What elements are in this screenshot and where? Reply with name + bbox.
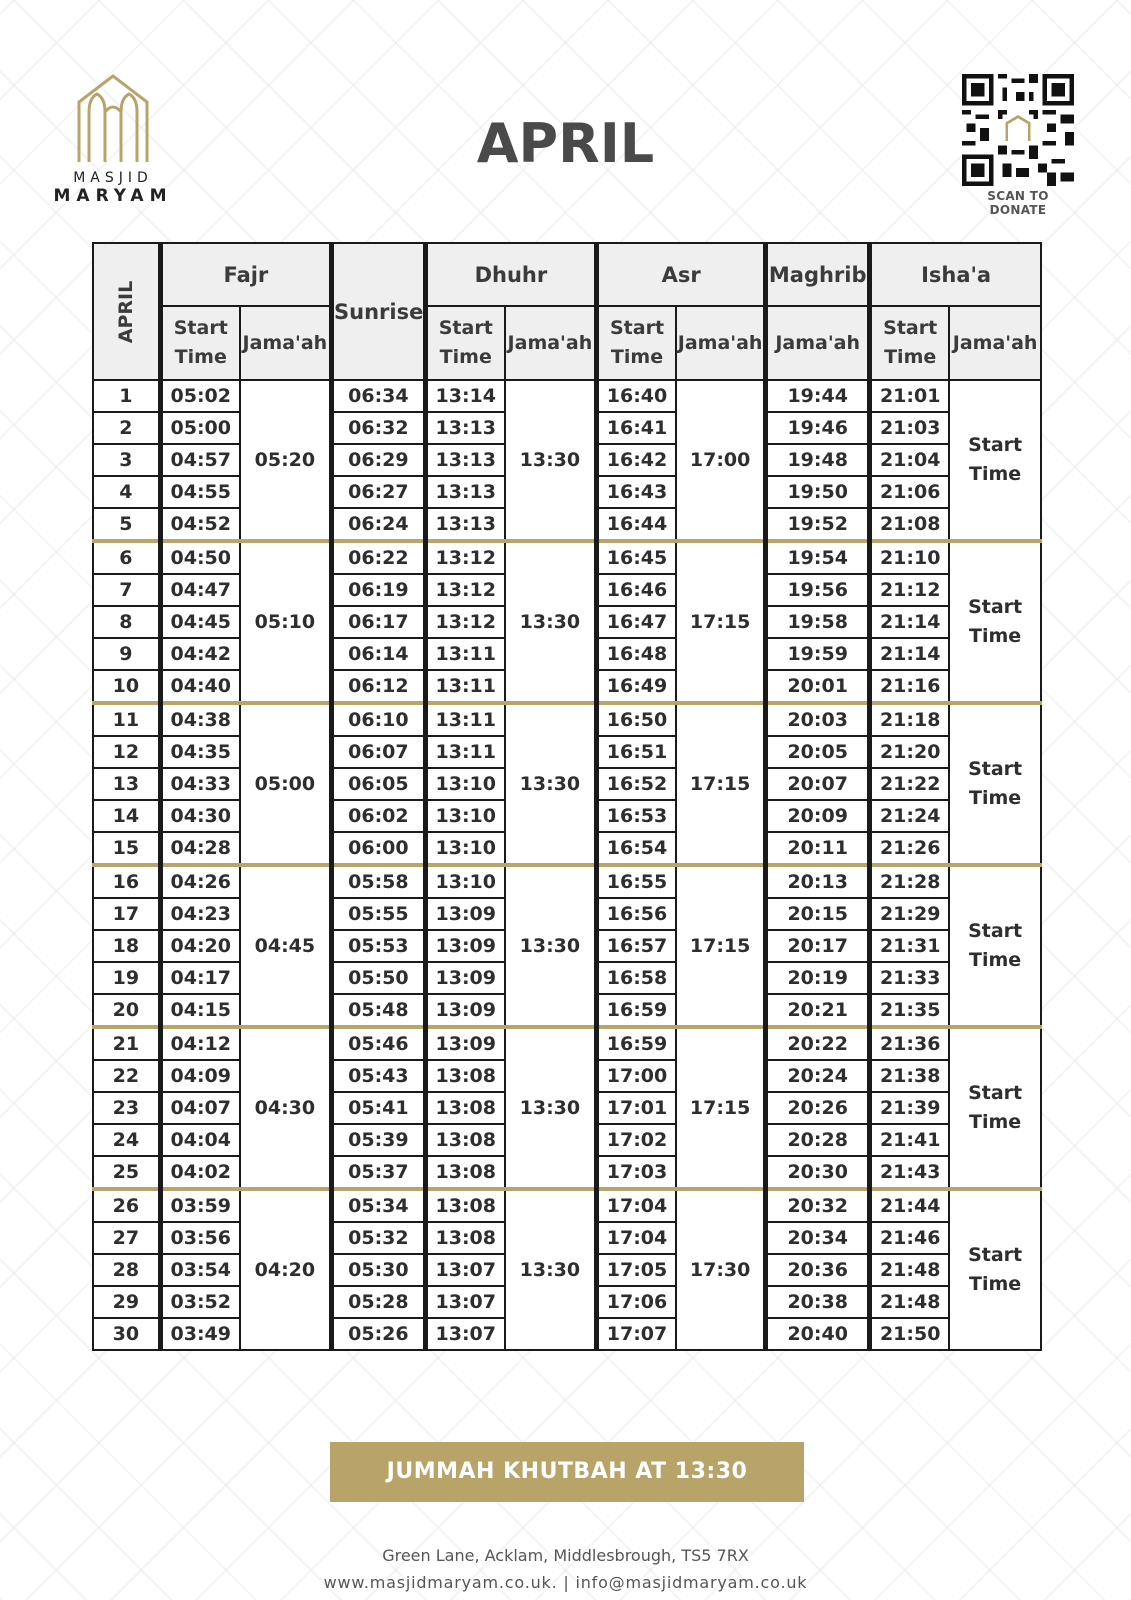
dhuhr-start-cell: 13:13 (425, 444, 505, 476)
asr-start-cell: 17:01 (597, 1092, 677, 1124)
table-row (93, 703, 1041, 736)
sunrise-cell: 05:39 (332, 1124, 426, 1156)
isha-start-cell: 21:41 (870, 1124, 950, 1156)
fajr-start-cell: 04:15 (160, 994, 240, 1027)
maghrib-header: Maghrib (766, 243, 870, 306)
isha-start-cell: 21:08 (870, 508, 950, 541)
day-cell: 4 (93, 476, 160, 508)
maghrib-cell: 19:44 (766, 380, 870, 412)
table-row (93, 541, 1041, 574)
fajr-start-cell: 03:49 (160, 1318, 240, 1350)
maghrib-cell: 20:34 (766, 1222, 870, 1254)
day-cell: 17 (93, 898, 160, 930)
fajr-jamaah-cell: 04:45 (240, 865, 332, 1027)
dhuhr-jamaah-cell: 13:30 (505, 1189, 597, 1350)
maghrib-jamaah-header: Jama'ah (766, 306, 870, 380)
maghrib-cell: 19:54 (766, 541, 870, 574)
dhuhr-start-cell: 13:13 (425, 476, 505, 508)
fajr-start-cell: 04:23 (160, 898, 240, 930)
jummah-banner: JUMMAH KHUTBAH AT 13:30 (330, 1442, 804, 1502)
asr-jamaah-header: Jama'ah (676, 306, 766, 380)
dhuhr-start-cell: 13:08 (425, 1222, 505, 1254)
sunrise-cell: 06:29 (332, 444, 426, 476)
maghrib-cell: 20:17 (766, 930, 870, 962)
fajr-start-cell: 04:45 (160, 606, 240, 638)
day-cell: 28 (93, 1254, 160, 1286)
fajr-header: Fajr (160, 243, 331, 306)
sunrise-cell: 05:41 (332, 1092, 426, 1124)
asr-jamaah-cell: 17:15 (676, 865, 766, 1027)
isha-start-cell: 21:01 (870, 380, 950, 412)
asr-start-cell: 16:59 (597, 994, 677, 1027)
fajr-jamaah-cell: 05:10 (240, 541, 332, 703)
asr-jamaah-cell: 17:00 (676, 380, 766, 541)
table-row (93, 380, 1041, 412)
isha-jamaah-cell: Start Time (949, 1027, 1041, 1189)
dhuhr-start-cell: 13:10 (425, 832, 505, 865)
dhuhr-start-header: Start Time (425, 306, 505, 380)
asr-start-cell: 16:50 (597, 703, 677, 736)
sunrise-cell: 06:02 (332, 800, 426, 832)
fajr-jamaah-cell: 04:20 (240, 1189, 332, 1350)
isha-start-cell: 21:20 (870, 736, 950, 768)
prayer-timetable (92, 242, 1042, 1351)
isha-start-cell: 21:04 (870, 444, 950, 476)
logo-text-masjid: MASJID (73, 170, 153, 186)
day-cell: 27 (93, 1222, 160, 1254)
timetable-body (93, 380, 1041, 1350)
maghrib-cell: 20:21 (766, 994, 870, 1027)
asr-start-cell: 16:42 (597, 444, 677, 476)
maghrib-cell: 20:09 (766, 800, 870, 832)
asr-start-cell: 16:46 (597, 574, 677, 606)
isha-start-cell: 21:38 (870, 1060, 950, 1092)
dhuhr-start-cell: 13:14 (425, 380, 505, 412)
day-cell: 1 (93, 380, 160, 412)
fajr-jamaah-header: Jama'ah (240, 306, 332, 380)
sunrise-cell: 05:30 (332, 1254, 426, 1286)
fajr-start-cell: 04:47 (160, 574, 240, 606)
day-cell: 7 (93, 574, 160, 606)
month-header: APRIL (93, 243, 160, 380)
fajr-start-cell: 04:07 (160, 1092, 240, 1124)
dhuhr-start-cell: 13:11 (425, 670, 505, 703)
table-row (93, 1189, 1041, 1222)
maghrib-cell: 20:03 (766, 703, 870, 736)
dhuhr-start-cell: 13:13 (425, 412, 505, 444)
sunrise-cell: 06:19 (332, 574, 426, 606)
asr-start-cell: 16:57 (597, 930, 677, 962)
maghrib-cell: 20:38 (766, 1286, 870, 1318)
table-row (93, 865, 1041, 898)
maghrib-cell: 20:40 (766, 1318, 870, 1350)
fajr-start-cell: 04:20 (160, 930, 240, 962)
sunrise-cell: 05:26 (332, 1318, 426, 1350)
asr-start-cell: 16:40 (597, 380, 677, 412)
sunrise-cell: 06:24 (332, 508, 426, 541)
asr-start-cell: 16:44 (597, 508, 677, 541)
asr-start-cell: 17:04 (597, 1222, 677, 1254)
asr-start-cell: 17:04 (597, 1189, 677, 1222)
isha-start-cell: 21:12 (870, 574, 950, 606)
sunrise-cell: 05:50 (332, 962, 426, 994)
maghrib-cell: 20:15 (766, 898, 870, 930)
dhuhr-start-cell: 13:11 (425, 736, 505, 768)
dhuhr-start-cell: 13:08 (425, 1189, 505, 1222)
isha-start-cell: 21:36 (870, 1027, 950, 1060)
day-cell: 13 (93, 768, 160, 800)
asr-start-cell: 16:48 (597, 638, 677, 670)
asr-start-cell: 16:47 (597, 606, 677, 638)
dhuhr-start-cell: 13:09 (425, 962, 505, 994)
fajr-start-cell: 04:33 (160, 768, 240, 800)
dhuhr-start-cell: 13:07 (425, 1254, 505, 1286)
asr-jamaah-cell: 17:15 (676, 541, 766, 703)
sunrise-cell: 06:22 (332, 541, 426, 574)
maghrib-cell: 19:56 (766, 574, 870, 606)
sunrise-cell: 06:00 (332, 832, 426, 865)
sunrise-cell: 06:10 (332, 703, 426, 736)
sunrise-cell: 06:07 (332, 736, 426, 768)
maghrib-cell: 20:01 (766, 670, 870, 703)
sunrise-header: Sunrise (332, 243, 426, 380)
qr-caption: SCAN TO DONATE (987, 189, 1049, 217)
isha-start-cell: 21:43 (870, 1156, 950, 1189)
day-cell: 22 (93, 1060, 160, 1092)
maghrib-cell: 20:26 (766, 1092, 870, 1124)
isha-start-cell: 21:14 (870, 606, 950, 638)
maghrib-cell: 19:48 (766, 444, 870, 476)
asr-start-cell: 16:43 (597, 476, 677, 508)
sunrise-cell: 05:48 (332, 994, 426, 1027)
dhuhr-start-cell: 13:10 (425, 768, 505, 800)
sunrise-cell: 06:32 (332, 412, 426, 444)
isha-jamaah-cell: Start Time (949, 541, 1041, 703)
sunrise-cell: 06:27 (332, 476, 426, 508)
sunrise-cell: 06:05 (332, 768, 426, 800)
page-title: APRIL (476, 112, 655, 175)
maghrib-cell: 19:52 (766, 508, 870, 541)
fajr-start-cell: 04:50 (160, 541, 240, 574)
isha-start-cell: 21:39 (870, 1092, 950, 1124)
isha-start-cell: 21:29 (870, 898, 950, 930)
asr-start-cell: 16:58 (597, 962, 677, 994)
fajr-start-cell: 03:52 (160, 1286, 240, 1318)
day-cell: 15 (93, 832, 160, 865)
maghrib-cell: 20:13 (766, 865, 870, 898)
day-cell: 14 (93, 800, 160, 832)
dhuhr-jamaah-cell: 13:30 (505, 865, 597, 1027)
fajr-start-cell: 04:30 (160, 800, 240, 832)
isha-start-cell: 21:50 (870, 1318, 950, 1350)
isha-start-cell: 21:48 (870, 1286, 950, 1318)
fajr-start-cell: 04:17 (160, 962, 240, 994)
fajr-start-cell: 04:38 (160, 703, 240, 736)
maghrib-cell: 20:30 (766, 1156, 870, 1189)
logo-text-maryam: MARYAM (53, 186, 173, 206)
fajr-start-cell: 03:56 (160, 1222, 240, 1254)
maghrib-cell: 20:05 (766, 736, 870, 768)
dhuhr-start-cell: 13:08 (425, 1124, 505, 1156)
dhuhr-jamaah-cell: 13:30 (505, 703, 597, 865)
fajr-start-cell: 04:55 (160, 476, 240, 508)
asr-start-cell: 16:55 (597, 865, 677, 898)
sunrise-cell: 06:12 (332, 670, 426, 703)
fajr-jamaah-cell: 05:00 (240, 703, 332, 865)
dhuhr-start-cell: 13:09 (425, 930, 505, 962)
maghrib-cell: 19:59 (766, 638, 870, 670)
table-row (93, 1027, 1041, 1060)
dhuhr-start-cell: 13:07 (425, 1286, 505, 1318)
sunrise-cell: 06:34 (332, 380, 426, 412)
maghrib-cell: 20:24 (766, 1060, 870, 1092)
isha-start-cell: 21:16 (870, 670, 950, 703)
day-cell: 8 (93, 606, 160, 638)
sunrise-cell: 05:28 (332, 1286, 426, 1318)
fajr-start-cell: 04:40 (160, 670, 240, 703)
donate-qr[interactable] (958, 74, 1078, 217)
asr-start-cell: 16:51 (597, 736, 677, 768)
day-cell: 12 (93, 736, 160, 768)
maghrib-cell: 20:32 (766, 1189, 870, 1222)
dhuhr-start-cell: 13:09 (425, 994, 505, 1027)
dhuhr-start-cell: 13:07 (425, 1318, 505, 1350)
dhuhr-start-cell: 13:12 (425, 574, 505, 606)
dhuhr-start-cell: 13:12 (425, 541, 505, 574)
asr-start-cell: 17:05 (597, 1254, 677, 1286)
asr-start-cell: 16:54 (597, 832, 677, 865)
dhuhr-start-cell: 13:11 (425, 638, 505, 670)
dhuhr-header: Dhuhr (425, 243, 596, 306)
fajr-start-cell: 05:02 (160, 380, 240, 412)
isha-start-cell: 21:18 (870, 703, 950, 736)
qr-code-icon[interactable] (962, 74, 1074, 186)
footer-address: Green Lane, Acklam, Middlesbrough, TS5 7RX (382, 1546, 749, 1565)
fajr-start-cell: 04:42 (160, 638, 240, 670)
asr-start-cell: 16:41 (597, 412, 677, 444)
isha-start-cell: 21:48 (870, 1254, 950, 1286)
asr-start-cell: 16:59 (597, 1027, 677, 1060)
fajr-start-cell: 04:26 (160, 865, 240, 898)
fajr-start-cell: 03:54 (160, 1254, 240, 1286)
asr-start-cell: 17:06 (597, 1286, 677, 1318)
day-cell: 6 (93, 541, 160, 574)
isha-jamaah-cell: Start Time (949, 380, 1041, 541)
asr-jamaah-cell: 17:30 (676, 1189, 766, 1350)
maghrib-cell: 20:28 (766, 1124, 870, 1156)
day-cell: 3 (93, 444, 160, 476)
fajr-start-cell: 04:04 (160, 1124, 240, 1156)
footer-contact[interactable]: www.masjidmaryam.co.uk. | info@masjidmaryam.co.uk (323, 1573, 808, 1592)
isha-start-cell: 21:46 (870, 1222, 950, 1254)
sunrise-cell: 06:17 (332, 606, 426, 638)
fajr-start-cell: 04:52 (160, 508, 240, 541)
fajr-start-cell: 04:57 (160, 444, 240, 476)
dhuhr-start-cell: 13:11 (425, 703, 505, 736)
isha-start-cell: 21:33 (870, 962, 950, 994)
dhuhr-start-cell: 13:08 (425, 1092, 505, 1124)
day-cell: 16 (93, 865, 160, 898)
maghrib-cell: 20:07 (766, 768, 870, 800)
sunrise-cell: 06:14 (332, 638, 426, 670)
day-cell: 23 (93, 1092, 160, 1124)
sunrise-cell: 05:46 (332, 1027, 426, 1060)
dhuhr-start-cell: 13:12 (425, 606, 505, 638)
isha-start-cell: 21:14 (870, 638, 950, 670)
isha-jamaah-header: Jama'ah (949, 306, 1041, 380)
dhuhr-start-cell: 13:09 (425, 1027, 505, 1060)
isha-start-cell: 21:31 (870, 930, 950, 962)
day-cell: 11 (93, 703, 160, 736)
dhuhr-start-cell: 13:08 (425, 1060, 505, 1092)
asr-start-cell: 16:52 (597, 768, 677, 800)
isha-start-cell: 21:28 (870, 865, 950, 898)
day-cell: 10 (93, 670, 160, 703)
isha-start-cell: 21:10 (870, 541, 950, 574)
day-cell: 2 (93, 412, 160, 444)
maghrib-cell: 20:36 (766, 1254, 870, 1286)
isha-jamaah-cell: Start Time (949, 865, 1041, 1027)
fajr-start-cell: 05:00 (160, 412, 240, 444)
asr-start-cell: 16:56 (597, 898, 677, 930)
maghrib-cell: 19:58 (766, 606, 870, 638)
sunrise-cell: 05:32 (332, 1222, 426, 1254)
isha-start-cell: 21:22 (870, 768, 950, 800)
dhuhr-start-cell: 13:08 (425, 1156, 505, 1189)
maghrib-cell: 20:22 (766, 1027, 870, 1060)
day-cell: 9 (93, 638, 160, 670)
day-cell: 19 (93, 962, 160, 994)
dhuhr-jamaah-cell: 13:30 (505, 380, 597, 541)
day-cell: 21 (93, 1027, 160, 1060)
asr-jamaah-cell: 17:15 (676, 703, 766, 865)
day-cell: 18 (93, 930, 160, 962)
isha-jamaah-cell: Start Time (949, 703, 1041, 865)
fajr-start-cell: 04:12 (160, 1027, 240, 1060)
isha-start-cell: 21:35 (870, 994, 950, 1027)
isha-start-cell: 21:44 (870, 1189, 950, 1222)
asr-start-cell: 17:00 (597, 1060, 677, 1092)
fajr-start-cell: 04:09 (160, 1060, 240, 1092)
isha-jamaah-cell: Start Time (949, 1189, 1041, 1350)
asr-start-cell: 16:45 (597, 541, 677, 574)
isha-start-header: Start Time (870, 306, 950, 380)
dhuhr-start-cell: 13:13 (425, 508, 505, 541)
fajr-start-header: Start Time (160, 306, 240, 380)
fajr-start-cell: 03:59 (160, 1189, 240, 1222)
asr-start-cell: 16:53 (597, 800, 677, 832)
asr-start-cell: 17:02 (597, 1124, 677, 1156)
sunrise-cell: 05:58 (332, 865, 426, 898)
dhuhr-jamaah-header: Jama'ah (505, 306, 597, 380)
isha-start-cell: 21:03 (870, 412, 950, 444)
isha-start-cell: 21:24 (870, 800, 950, 832)
dhuhr-start-cell: 13:10 (425, 800, 505, 832)
day-cell: 20 (93, 994, 160, 1027)
sunrise-cell: 05:34 (332, 1189, 426, 1222)
day-cell: 5 (93, 508, 160, 541)
day-cell: 24 (93, 1124, 160, 1156)
day-cell: 25 (93, 1156, 160, 1189)
maghrib-cell: 19:46 (766, 412, 870, 444)
fajr-start-cell: 04:35 (160, 736, 240, 768)
asr-start-cell: 17:03 (597, 1156, 677, 1189)
sunrise-cell: 05:43 (332, 1060, 426, 1092)
isha-header: Isha'a (870, 243, 1041, 306)
day-cell: 30 (93, 1318, 160, 1350)
asr-start-header: Start Time (597, 306, 677, 380)
sunrise-cell: 05:37 (332, 1156, 426, 1189)
fajr-jamaah-cell: 05:20 (240, 380, 332, 541)
sunrise-cell: 05:53 (332, 930, 426, 962)
day-cell: 26 (93, 1189, 160, 1222)
dhuhr-start-cell: 13:10 (425, 865, 505, 898)
maghrib-cell: 19:50 (766, 476, 870, 508)
fajr-start-cell: 04:02 (160, 1156, 240, 1189)
maghrib-cell: 20:11 (766, 832, 870, 865)
day-cell: 29 (93, 1286, 160, 1318)
isha-start-cell: 21:06 (870, 476, 950, 508)
maghrib-cell: 20:19 (766, 962, 870, 994)
fajr-start-cell: 04:28 (160, 832, 240, 865)
asr-start-cell: 17:07 (597, 1318, 677, 1350)
dhuhr-jamaah-cell: 13:30 (505, 541, 597, 703)
fajr-jamaah-cell: 04:30 (240, 1027, 332, 1189)
dhuhr-jamaah-cell: 13:30 (505, 1027, 597, 1189)
asr-start-cell: 16:49 (597, 670, 677, 703)
asr-header: Asr (597, 243, 766, 306)
sunrise-cell: 05:55 (332, 898, 426, 930)
dhuhr-start-cell: 13:09 (425, 898, 505, 930)
asr-jamaah-cell: 17:15 (676, 1027, 766, 1189)
isha-start-cell: 21:26 (870, 832, 950, 865)
